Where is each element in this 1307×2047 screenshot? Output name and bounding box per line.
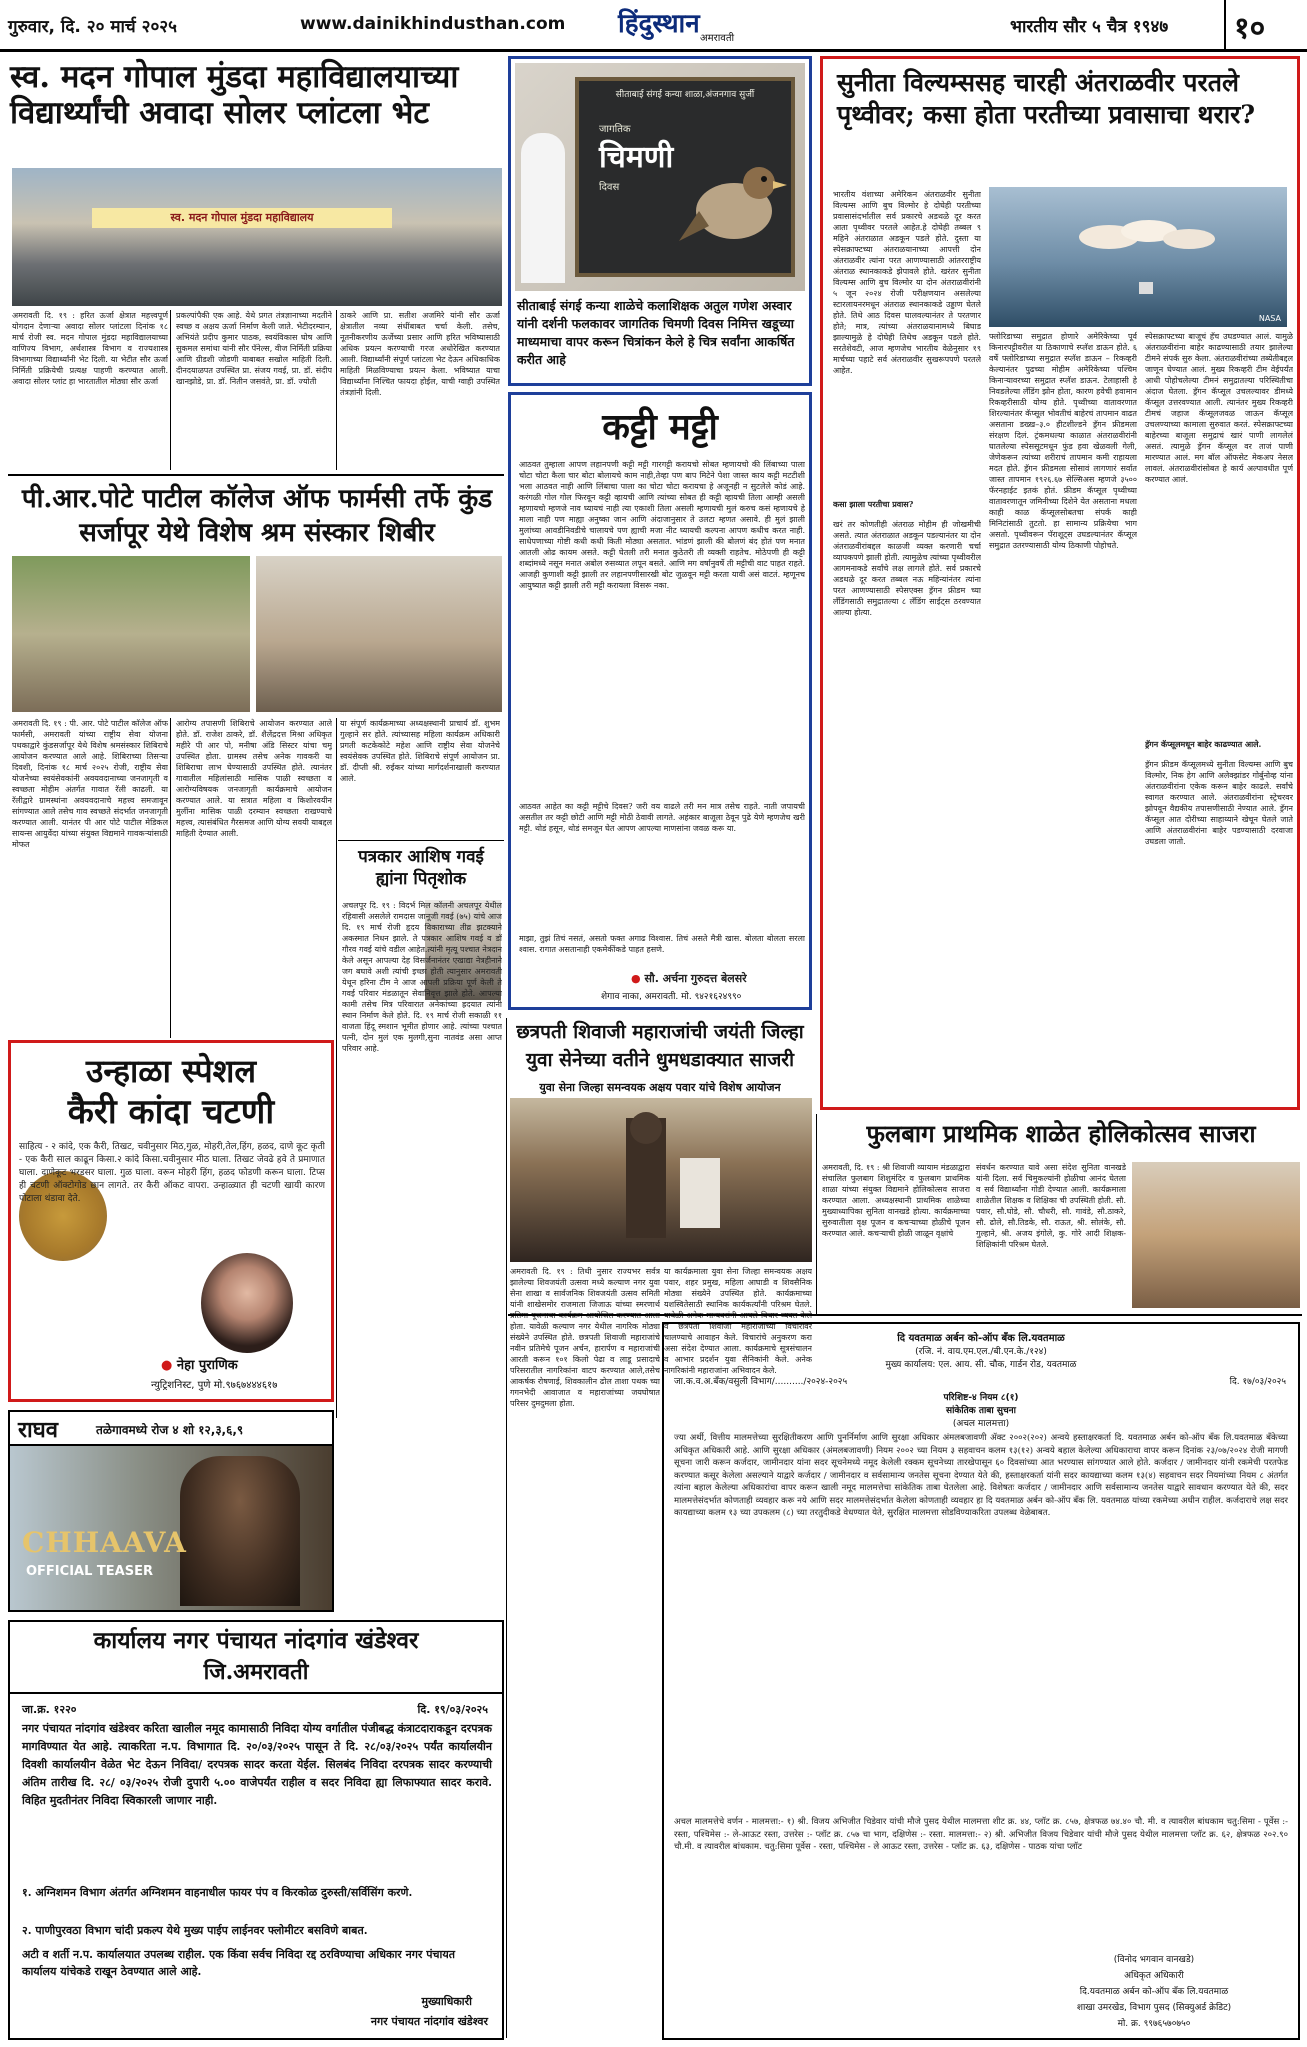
- bank-ref: जा.क.व.अ.बँक/वसुली विभाग/........../२०२४-२०२५: [674, 1377, 848, 1387]
- parachute-photo: [989, 187, 1287, 327]
- bank-rule: परिशिष्ट-४ नियम ८(१): [943, 1393, 1019, 1403]
- katti-poem: माझा, तुझं तिचं नसतं, असतो फक्त अगाढ विश्वास. तिचं असते मैत्री खास. बोलता बोलता सरला श्वास. रागात असतानाही एकमेकींकडे पाहत हसणे.: [519, 934, 805, 954]
- katti-body-2: आठवत आहेत का कट्टी मट्टीचे दिवस? जरी वय वाढले तरी मन मात्र तसेच राहते. नाती जपायची असतील तर कट्टी छोटी आणि मट्टी मोठी ठेवावी लागते. अहंकार बाजूला ठेवून पुढे येणे म्हणजेच खरी मट्टी. थोडं हसून, थोडं समजून घेत आपण आपल्या माणसांना जवळ करू या.: [519, 802, 805, 833]
- pote-column-2: आरोग्य तपासणी शिबिराचे आयोजन करण्यात आले होते. डॉ. राजेश ठाकरे, डॉ. शैलेंद्रदत्त मिश्रा अधिकृत महीरे पी आर पो, मनीषा अंडि सिस्टर यांचा चमू उपस्थित होता. ग्रामस्थ तसेच अनेक गावकरी या शिबिराचा लाभ घेण्यासाठी उपस्थित होते. त्यानंतर गावातील महिलांसाठी मासिक पाळी स्वच्छता व आरोग्यविषयक जनजागृती कार्यक्रमाचे आयोजन करण्यात आले. या सत्रात महिला व किशोरवयीन मुलींना मासिक पाळी दरम्यान स्वच्छता राखण्याचे महत्त्व, त्यासंबंधित गैरसमज आणि योग्य सवयी याबद्दल माहिती देण्यात आली.: [176, 719, 332, 838]
- actor-figure: [180, 1456, 300, 1606]
- teacher-figure: [521, 133, 565, 283]
- pote-rally-photo: [12, 556, 250, 712]
- katti-box: [508, 392, 812, 1010]
- masthead: [0, 0, 1307, 52]
- pote-health-camp-photo: [256, 556, 502, 712]
- bank-sign-4: शाखा उमरखेड, विभाग पुसद (सिक्युअर्ड क्रेडिट): [1076, 2003, 1232, 2013]
- obit-body: अचलपूर दि. १९ : विदर्भ मिल कॉलनी अचलपूर येथील रहिवासी असलेले रामदास जानूजी गवई (७५) यांचे आज दि. १९ मार्च रोजी हृदय विकाराच्या तीव्र झटक्याने अकस्मात निधन झाले. ते पत्रकार आशिष गवई व डॉ गौरव गवई यांचे वडील आहेत.त्यांनी मृत्यू पश्चात नेत्रदान केले असून आपल्या देह विसर्जनानंतर एखाद्या नेत्रहीनाने जग बघावे अशी त्यांची इच्छा होती त्यानुसार अमरावती येथून हरिना टीम ने आज आपली प्रक्रिया पूर्ण केली ते गवई परिवार मंडळातून सेवानिवृत्त झाले होते. आपल्या कामी तसेच मित्र परिवारात अनेकांच्या ह्रदयात त्यांनी स्थान निर्माण केले होते. दि. १९ मार्च रोजी सकाळी ११ वाजता हिंदू स्मशान भूमीत होणार आहे. त्यांच्या पश्चात पत्नी, दोन मुलं एक मुलगी,सुना नातवंड असा आप्त परिवार आहे.: [342, 901, 502, 1053]
- sunita-box: [820, 56, 1300, 1110]
- sunita-column-3: स्पेसक्राफ्टच्या बाजूचं हॅच उघडण्यात आलं. यामुळे अंतराळवीरांना बाहेर काढण्यासाठी तयार झालेल्या टीमने संपर्क सुरु केला. अंतराळवीरांच्या तब्येतीबद्दल जाणून घेण्यात आलं. मुख्य रिकव्हरी टीम वेईपर्यंत आधी पोहोचलेल्या टीमनं समुद्रातल्या परिस्थितीचा अंदाज घेतला. ड्रॅगन कॅप्सूल उचलल्यावर डीमध्ये कॅप्सूल उत्तरवण्यात आली. त्यानंतर मुख्य रिकव्हरी टीमचं जहाज कॅप्सूलजवळ जाऊन कॅप्सूल उचलण्याच्या कामाला सुरुवात करतं. स्पेसक्राफ्टच्या बाहेरच्या बाजूला समुद्राचं खारं पाणी लागलेलं असतं. त्यामुळे ड्रॅगन कॅप्सूल वर ताजं पाणी मारण्यात आलं. मग बॉल ऑफसेट मेकअप नेसल लावलं. अंतराळवीरांसोबत हे कार्य अल्पावधीत पूर्ण करण्यात आलं.: [1145, 332, 1293, 484]
- tender-note: अटी व शर्ती न.प. कार्यालयात उपलब्ध राहील. एक किंवा सर्वच निविदा रद्द ठरविण्याचा अधिकार नगर पंचायत कार्यालय यांचेकडे राखून ठेवण्यात आले आहे.: [22, 1948, 455, 1978]
- sunita-headline: सुनीता विल्यम्ससह चारही अंतराळवीर परतले पृथ्वीवर; कसा होता परतीच्या प्रवासाचा थरार?: [837, 68, 1256, 129]
- chalkboard-word-3: दिवस: [599, 182, 620, 193]
- kairi-author-meta: न्युट्रिशनिस्ट, पुणे मो.९७६७४४४६१७: [151, 1380, 278, 1391]
- phulbag-headline: फुलबाग प्राथमिक शाळेत होलिकोत्सव साजरा: [866, 1119, 1256, 1148]
- obit-headline: पत्रकार आशिष गवई ह्यांना पितृशोक: [358, 847, 484, 889]
- tender-sign-1: मुख्याधिकारी: [421, 1995, 472, 2008]
- tender-body: नगर पंचायत नांदगांव खंडेश्वर करिता खालील नमूद कामासाठी निविदा योग्य वर्गातील पंजीबद्ध कंत्राटदाराकडून दरपत्रक मागविण्यात येत आहे. त्याकरिता न.प. विभागात दि. २०/०३/२०२५ पासून ते दि. २८/०३/२०२५ पर्यंत कार्यालयीन दिवशी कार्यालयीन वेळेत भेट देऊन निविदा/ दरपत्रक सादर करता येईल. सिलबंद निविदा दरपत्रक सादर करण्याची अंतिम तारीख दि. २८/ ०३/२०२५ रोजी दुपारी ५.०० वाजेपर्यंत राहील व सदर निविदा ह्या लिफाफ्यात सादर करावे. विहित मुदतीनंतर निविदा स्विकारली जाणार नाही.: [22, 1722, 492, 1807]
- raghav-ad[interactable]: [8, 1410, 334, 1612]
- masthead-date: गुरुवार, दि. २० मार्च २०२५: [8, 17, 177, 37]
- masthead-website[interactable]: www.dainikhindusthan.com: [300, 14, 566, 34]
- kairi-box: [8, 1040, 334, 1402]
- chimni-photo: [515, 63, 805, 291]
- sunita-column-1-cont: खरं तर कोणतीही अंतराळ मोहीम ही जोखमीची असते. त्यात अंतराळात अडकून पडल्यानंतर या दोन अंतराळवीरांबद्दल काळजी व्यक्त करणारी चर्चा व्यापकपणे झाली होती. त्यामुळेच त्यांच्या पृथ्वीवरील आगमनाकडे सर्वांचे लक्ष लागले होते. सर्व प्रकारचे अडथळे दूर करत तब्बल नऊ महिन्यांनंतर त्यांना परत आणण्यासाठी स्पेसएक्स ड्रॅगन फ्रीडम च्या लँडिंगसाठी समुद्रातल्या ८ लँडिंग साईट्स ठरवण्यात आल्या होत्या.: [833, 520, 981, 617]
- bank-property: अचल मालमत्तेचे वर्णन - मालमत्ता:- १) श्री. विजय अभिजीत चिडेवार यांची मौजे पुसद येथील मालमत्ता शीट क्र. ४४, प्लॉट क्र. ८५७, क्षेत्रफळ ७४.४० चौ. मी. व त्यावरील बांधकाम चतु:सिमा - पूर्वेस :- रस्ता, पश्चिमेस :- ले-आऊट रस्ता, उत्तरेस :- प्लॉट क्र. ८५७ चा भाग, दक्षिणेस :- रस्ता. मालमत्ता:- २) श्री. अभिजीत विजय चिडेवार यांची मौजे पुसद येथील मालमत्ता प्लॉट क्र. ६२, क्षेत्रफळ २०२.९० चौ.मी. व त्यावरील बांधकाम. चतु:सिमा पूर्वेस - रस्ता, पश्चिमेस - ले आऊट रस्ता, उत्तरेस - प्लॉट क्र. ६३, दक्षिणेस - पाठक यांचा प्लॉट: [674, 1817, 1288, 1852]
- bank-sign-2: अधिकृत अधिकारी: [1124, 1971, 1184, 1981]
- kairi-headline-2: कैरी कांदा चटणी: [67, 1092, 275, 1132]
- tender-sub: जि.अमरावती: [203, 1659, 309, 1685]
- sunita-column-1: भारतीय वंशाच्या अमेरिकन अंतराळवीर सुनीता विल्यम्स आणि बुच विल्मोर हे दोघेही परतीच्या प्रवासासंदर्भातील सर्व प्रकारचे अडथळे दूर करत आता पृथ्वीवर परतले आहेत.हे दोघेही तब्बल ९ महिने अंतराळात अडकून पडले होते. दुस्ता या स्पेसक्राफ्टच्या अंतराळयानाच्या आपत्ती दोन अंतराळवीर त्यांना परत आणण्यासाठी आंतरराष्ट्रीय अंतराळ स्थानकाकडे झेपावले होते. खरंतर सुनीता विल्यम्स आणि बुच विल्मोर या दोन अंतराळवीरांनी ५ जून २०२४ रोजी परीक्षणयान असलेल्या स्टारलायनरमधून अंतराळ स्थानकाकडे उड्डाण घेतले होते. तिथे आठ दिवस घालवल्यानंतर ते परतणार होते; मात्र, त्यांच्या अंतराळयानामध्ये बिघाड झाल्यामुळे हे दोघेही तिथेच अडकून पडले होते. सरतेशेवटी, आज म्हणजेच भारतीय वेळेनुसार १९ मार्चच्या पहाटे सर्व अंतराळवीर सुखरूपपणे परतले आहेत.: [833, 190, 981, 375]
- bank-notice: [662, 1322, 1300, 2040]
- kairi-headline-1: उन्हाळा स्पेशल: [85, 1052, 257, 1090]
- shivaji-photo: [510, 1098, 812, 1262]
- solar-headline: स्व. मदन गोपाल मुंडदा महाविद्यालयाच्या विद्यार्थ्यांची अवादा सोलर प्लांटला भेट: [10, 59, 459, 131]
- masthead-edition: अमरावती: [700, 33, 735, 44]
- phulbag-column-1: अमरावती, दि. १९ : श्री शिवाजी व्यायाम मंडळाद्वारा संचालित फुलबाग शिशुमंदिर व फुलबाग प्राथमिक शाळा यांच्या संयुक्त विद्यमाने होलिकोत्सव साजरा करण्यात आला. अध्यक्षस्थानी प्राथमिक शाळेच्या मुख्याध्यापिका सुनिता वानखडे होत्या. कार्यक्रमाच्या सुरुवातीला वृक्ष पूजन व कचऱ्याच्या होळीचे पूजन करण्यात आले. कचऱ्याची होळी जाळून वृक्षांचे: [822, 1163, 970, 1238]
- neha-photo: [201, 1253, 293, 1353]
- chalkboard: [575, 77, 795, 277]
- tender-box: [8, 1620, 504, 2040]
- sunita-column-3-cont: ड्रॅगन फ्रीडम कॅप्सूलमध्ये सुनीता विल्यम्स आणि बुच विल्मोर, निक हेग आणि अलेक्झांडर गोर्बुनोव्ह यांना अंतराळवीरांना एकेक करून बाहेर काढले. सर्वांचे स्वागत करण्यात आले. अंतराळवीरांना स्ट्रेचरवर झोपवून वैद्यकीय तपासणीसाठी नेण्यात आले. ड्रॅगन कॅप्सूल आत दोरीच्या साहाय्याने खेचून घेतले जाते आणि अंतराळवीरांना बाहेर पडण्यासाठी दरवाजा उघडला जातो.: [1145, 760, 1293, 846]
- poster-title: CHHAAVA: [22, 1526, 187, 1559]
- katti-headline: कट्टी मट्टी: [602, 406, 718, 448]
- kairi-body: साहित्य - २ कांदे, एक कैरी, तिखट, चवीनुसार मिठ,गुळ, मोहरी,तेल,हिंग, हळद, दाणे कूट कृती - एक कैरी साल काढून किसा.२ कांदे किसा.चवीनुसार मीठ घाला. तिखट जेवढे हवे ते प्रमाणात घाला. दाणेकूट भरडसर घाला. गुळ घाला. वरून मोहरी हिंग, हळद फोडणी करून घाला. टिप्स ही चटणी ऑक्टोगोड छान लागते. तर कैरी ऑकट वापरा. उन्हाळ्यात ही चटणी खायी कारण पोटाला थंडावा देते.: [19, 1142, 325, 1204]
- bank-title: दि यवतमाळ अर्बन को-ऑप बँक लि.यवतमाळ: [897, 1333, 1065, 1344]
- tender-date: दि. १९/०३/२०२५: [417, 1703, 488, 1716]
- raghav-brand: राघव: [18, 1417, 58, 1443]
- shivaji-column-2: या कार्यक्रमाला युवा सेना जिल्हा समन्वयक अक्षय पवार, शहर प्रमुख, महिला आघाडी व शिवसैनिक मोठ्या संख्येने उपस्थित होते. कार्यक्रमाच्या यशस्वितेसाठी स्थानिक कार्यकर्त्यांनी परिश्रम घेतले. व छत्रपती शिवाजी महाराजांच्या विचारांवर चालण्याचे आवाहन केले. विचारांचे अनुकरण करा असा संदेश देण्यात आला. कार्यक्रमाचे सूत्रसंचालन व आभार प्रदर्शन युवा सैनिकांनी केले. अनेक नागरिकांनी महाराजांना अभिवादन केले.: [664, 1267, 812, 1375]
- sparrow-drawing: [679, 141, 789, 261]
- poster-subtitle: OFFICIAL TEASER: [26, 1564, 153, 1579]
- shivaji-subhead: युवा सेना जिल्हा समन्वयक अक्षय पवार यांचे विशेष आयोजन: [539, 1081, 781, 1094]
- pote-headline: पी.आर.पोटे पाटील कॉलेज ऑफ फार्मसी तर्फे कुंड सर्जापूर येथे विशेष श्रम संस्कार शिबीर: [21, 484, 493, 548]
- katti-author: ● सौ. अर्चना गुरुदत्त बेलसरे: [631, 972, 747, 985]
- bank-reg: (रजि. नं. वाय.एम.एल./बी.एन.के./१२४): [915, 1347, 1047, 1357]
- masthead-saur-date: भारतीय सौर ५ चैत्र १९४७: [1010, 17, 1169, 37]
- tender-sign-2: नगर पंचायत नांदगांव खंडेश्वर: [370, 2015, 488, 2028]
- bank-sign-1: (विनोद भगवान वानखडे): [1113, 1955, 1195, 1965]
- katti-body: आठवत तुम्हाला आपण लहानपणी कट्टी मट्टी गारगट्टी करायचो सोबत म्हणायचो की लिंबाच्या पाला चोटा चोटा कैला चार बोटा बोलायचे काम नाही,तेव्हा पण बाप मिटेने पेशा जास्त काय कट्टी मटटीशी भला आठवत नाही आणि लिंबाचा पाला का चोटा चोटा करायचा हे अजूनही न सुटलेले कोडं आहे. करंगळी गोल गोल फिरवून कट्टी व्हायची आणि त्यांच्या सोबत ही कट्टी व्हायची तिला आम्ही असली म्हणायचो म्हणजे नाव घ्यायचं नाही त्या एकाशी तिला असली म्हणायची मुलं करुच कसं म्हणायचे हे माला नाही पण माह्या अनुष्का जान आणि अंदाजानुसार ते उलटा म्हणत असावे. ही मुलं झाली मुलांच्या आवडीनिवडीचे चालायचे पण ह्याची मजा नीट घ्यायची कल्पना आपण कधीच करत नाही. साधेपणाच्या गोष्टी कधी कधी किती मोठ्या असतात. भांडणं झाली की बोलणं बंद होतं पण मनात आतली ओढ कायम असते. कट्टी घेतली तरी मनात कुठेतरी ती व्यक्ती राहतेच. मोठेपणी ही कट्टी शब्दांमध्ये नसून मनात अबोल रुसव्यात लपून बसते. आणि मग वर्षानुवर्षे ती मट्टीची वाट पाहत राहते. आजही कुणाशी कट्टी झाली तर लहानपणीसारखी बोट जुळवून मट्टी करता यावी असं वाटतं. म्हणूनच आयुष्यात कट्टी झाली तरी मट्टी करायला विसरू नका.: [519, 460, 805, 590]
- katti-address: शेगाव नाका, अमरावती. मो. ९४२१६२४९९०: [601, 992, 742, 1002]
- chalkboard-title: सीताबाई संगई कन्या शाळा,अंजनगाव सुर्जी: [615, 90, 755, 100]
- phulbag-column-2: संवर्धन करण्यात यावे असा संदेश सुनिता वानखडे यांनी दिला. सर्व चिमुकल्यांनी होळीचा आनंद घेतला व सर्व विद्यार्थ्यांना गोडी देण्यात आली. कार्यक्रमाला शाळेतील शिक्षक व शिक्षिका ची उपस्थिती होती. सौ. पवार, सौ.घोडे, सौ. चौधरी, सौ. गावंडे, सौ.ठाकरे, सौ. ढोले, सौ.तिडके, सौ. राऊत, श्री. सोलंके, सौ. गुल्हाने, श्री. अजय इंगोले, कु. गोरे आदी शिक्षक-शिक्षिकांनी परिश्रम घेतले.: [976, 1163, 1126, 1249]
- solar-students-photo: [12, 168, 502, 306]
- chalkboard-word-2: चिमणी: [599, 140, 674, 175]
- pote-column-1: अमरावती दि. १९ : पी. आर. पोटे पाटील कॉलेज ऑफ फार्मसी, अमरावती यांच्या राष्ट्रीय सेवा योजना पथकाद्वारे कुंडसर्जापूर येथे विशेष श्रमसंस्कार शिबिराचे आयोजन करण्यात आले आहे. शिबिराच्या तिसऱ्या दिवशी, दिनांक १८ मार्च २०२५ रोजी, राष्ट्रीय सेवा योजनेच्या स्वयंसेवकांनी अवयवदानाच्या जनजागृती व स्वच्छता मोहीम अंतर्गत गावात रॅली काढली. या रॅलीद्वारे ग्रामस्थांना अवयवदानाचे महत्त्व समजावून सांगण्यात आले तसेच गाव स्वच्छते संदर्भात जनजागृती करण्यात आली. यानंतर पी आर पोटे पाटील मेडिकल सायन्स आयुर्वेदा यांच्या संयुक्त विद्यमाने गावकऱ्यांसाठी मोफत: [12, 719, 168, 849]
- raghav-showtime: तळेगावमध्ये रोज ४ शो १२,३,६,९: [96, 1423, 244, 1437]
- tender-headline: कार्यालय नगर पंचायत नांदगांव खंडेश्वर: [93, 1627, 419, 1654]
- bank-body: ज्या अर्थी, वित्तीय मालमत्तेच्या सुरक्षितीकरण आणि पुनर्निर्माण आणि सुरक्षा अधिकार अंमलबजावणी ॲक्ट २००२(२०२) अन्वये हस्ताक्षरकर्ता दि. यवतमाळ अर्बन को-ऑप बँक लि.यवतमाळ बँकेच्या अधिकृत अधिकारी आहे. आणि सुरक्षा अधिकार (अंमलबजावणी) नियम २००२ च्या नियम ३ सहवाचन कलम १३(१२) अन्वये बहाल केलेल्या अधिकाराचा वापर करून दिनांक २३/०७/२०२४ रोजी मागणी सूचना जारी करून कर्जदार, जामीनदार यांना सदर सूचनेमध्ये नमूद केलेली रक्कम सूचनेच्या तारखेपासून ६० दिवसांच्या आत भरण्यास सांगण्यात आले होते. कर्जदार / जामीनदार यांनी रकमेची परतफेड करण्यात कसूर केलेला असल्याने याद्वारे कर्जदार / जामीनदार व सर्वसामान्य जनतेस सूचना देण्यात येते की, हस्ताक्षरकर्ता यांनी सदर कायद्याच्या कलम १३(४) सहवाचन सदर नियमांच्या नियम ८ अंतर्गत त्यांना बहाल केलेल्या अधिकारांचा वापर करून खाली नमूद मालमत्तेचा सांकेतिक ताबा घेतलेला आहे. विशेषतः कर्जदार / जामीनदार आणि सर्वसामान्य जनतेस याद्वारे सावधान करण्यात येते की, सदर मालमत्तेसंदर्भात कोणताही व्यवहार करू नये आणि सदर मालमत्तेसंदर्भात केलेला कोणताही व्यवहार हा दि यवतमाळ अर्बन को-ऑप बँक लि. यवतमाळ यांच्या रकमेच्या अधीन राहील. कर्जदाराचे लक्ष सदर कायद्याच्या कलम १३ च्या उपकलम (८) च्या तरतुदीकडे वेधण्यात येते, सुरक्षित मालमत्ता सोडविण्याकरिता उपलब्ध वेळेबाबत.: [674, 1433, 1288, 1518]
- bank-date: दि. १७/०३/२०२५: [1229, 1377, 1286, 1387]
- phulbag-children-photo: [1132, 1162, 1300, 1308]
- shivaji-headline: छत्रपती शिवाजी महाराजांची जयंती जिल्हा युवा सेनेच्या वतीने धुमधडाक्यात साजरी: [516, 1021, 804, 1071]
- solar-column-2: प्रकल्पांपैकी एक आहे. येथे प्रगत तंत्रज्ञानाच्या मदतीने स्वच्छ व अक्षय ऊर्जा निर्माण केली जाते. भेटीदरम्यान, अभियंते प्रदीप कुमार पाठक, स्वयंविकास घोष आणि सुकमल समांथा यांनी सौर पॅनेल्स, वीज निर्मिती प्रक्रिया आणि ग्रीडशी जोडणी याबाबत सखोल माहिती दिली. दीनदयाळपत उपस्थित प्रा. संजय गवई, प्रा. डॉ. संदीप खानझोडे, प्रा. डॉ. नितीन जसवंते, प्रा. डॉ. ज्योती: [176, 311, 332, 386]
- chimni-box: [508, 56, 812, 386]
- bank-notice-title: सांकेतिक ताबा सुचना: [945, 1406, 1017, 1416]
- bank-sign-3: दि.यवतमाळ अर्बन को-ऑप बँक लि.यवतमाळ: [1079, 1987, 1229, 1997]
- pote-column-3: या संपूर्ण कार्यक्रमाच्या अध्यक्षस्थानी प्राचार्य डॉ. शुभम गुल्हाने सर होते. त्यांच्यासह महिला कार्यक्रम अधिकारी प्रगती कटकेकोटे महेश आणि राष्ट्रीय सेवा योजनेचे स्वयंसेवक उपस्थित होते. शिबिराचे संपूर्ण आयोजन प्रा. डॉ. दीप्ती श्री. रुईकर यांच्या मार्गदर्शनाखाली करण्यात आले.: [340, 719, 500, 783]
- masthead-paper-logo: हिंदुस्थान: [618, 9, 700, 39]
- solar-column-1: अमरावती दि. १९ : हरित ऊर्जा क्षेत्रात महत्त्वपूर्ण योगदान देणाऱ्या अवादा सोलर प्लांटला दिनांक १८ मार्च रोजी स्व. मदन गोपाल मुंडदा महाविद्यालयाच्या वाणिज्य विभाग, अर्थशास्त्र विभाग व राज्यशास्त्र विभागाच्या विद्यार्थ्यांनी भेट दिली. या भेटीत सौर ऊर्जा निर्मिती प्रक्रियेची प्रत्यक्ष पाहणी करण्यात आली. अवादा सोलर प्लांट हा भारतातील मोठ्या सौर ऊर्जा: [12, 311, 168, 386]
- tender-ref: जा.क्र. १२२०: [22, 1703, 77, 1716]
- bank-office: मुख्य कार्यालय: एल. आय. सी. चौक, गार्डन रोड, यवतमाळ: [885, 1360, 1077, 1370]
- tender-item-1: १. अग्निशमन विभाग अंतर्गत अग्निशमन वाहनाधील फायर पंप व किरकोळ दुरुस्ती/सर्विसिंग करणे.: [22, 1886, 413, 1899]
- chalkboard-word-1: जागतिक: [599, 124, 631, 135]
- bank-type: (अचल मालमत्ता): [952, 1419, 1010, 1429]
- sunita-column-2: फ्लोरिडाच्या समुद्रात होणारे अमेरिकेच्या पूर्व किनारपट्टीवरील या ठिकाणाचे स्प्लॅश डाऊन होते. ६ वर्षे फ्लोरिडाच्या समुद्रात स्प्लॅश डाऊन – रिकव्हरी केल्यानंतर पुढच्या मोहीम अमेरिकेच्या पश्चिम किनाऱ्यावरच्या समुद्रात स्प्लॅश डाऊन. टेलाहासी हे निवडलेल्या लँडिंग झोन होता, कारण हवेची हवामान रिकव्हरीसाठी योग्य होते. पृथ्वीच्या वातावरणात शिरल्यानंतर कॅप्सूल भोवतीचं बाहेरचं तापमान वाढत असताना डख्ख–३.० हीटशील्डने ड्रॅगन फ्रीडमला संरक्षण दिलं. ट्रंकमधल्या काळात अंतराळवीरांनी घातलेल्या स्पेससूटमधून फुंड हवा खेळवली गेली, जेणेकरून त्यांच्या शरीराचं तापमान कमी राहायला मदत होते. ड्रॅगन फ्रीडमला सोसावं लागणारं सर्वात जास्त तापमान १९२६.६७ सेल्सिअस म्हणजे ३५०० फॅरनहाईट इतकं होतं. फ्रीडम कॅप्सूल पृथ्वीच्या वातावरणातून जमिनीच्या दिशेने येत असताना मधला काही काळ कॅप्सूलसोबतचा संपर्क काही मिनिटांसाठी तुटतो. हा सामान्य प्रक्रियेचा भाग असतो. पृथ्वीवरून पॅराशूट्स उघडल्यानंतर कॅप्सूल समुद्रात उतरण्यासाठी योग्य ठिकाणी पोहोचते.: [989, 332, 1137, 550]
- nasa-label: NASA: [1258, 314, 1281, 323]
- shivaji-column-1: अमरावती दि. १९ : तिथी नुसार राज्यभर सर्वत्र झालेल्या शिवजयंती उत्सवा मध्ये कल्याण नगर युवा सेना शाखा व सार्वजनिक शिवजयंती उत्सव समिती यांनी शाखेसमोर राजमाता जिजाऊ यांच्या स्मरणार्थ होता. यावेळी कल्याण नगर येथील नागरिक मोठ्या संख्येने उपस्थित होते. छत्रपती शिवाजी महाराजांचे नवीन प्रतिमेचे पूजन अर्चन, हारार्पण व महाराजांची आरती करून १०१ किलो पेढा व लाडू प्रसादाचे परिसरातील नागरिकांना वाटप करण्यात आले,तसेच आकर्षक रोषणाई, शिवकालीन ढोल ताशा पथक च्या गगनभेदी आवाजात व महाराजांच्या जयघोषात परिसर दुमदुमला होता.: [510, 1267, 660, 1408]
- bank-sign-5: मो. क्र. ९९७६५७०७५०: [1117, 2019, 1191, 2029]
- sunita-subhead: कसा झाला परतीचा प्रवास?: [833, 499, 914, 509]
- statue-graphic: [510, 1098, 812, 1262]
- solar-column-3: ठाकरे आणि प्रा. सतीश अजमिरे यांनी सौर ऊर्जा क्षेत्रातील नव्या संधींबाबत चर्चा केली. तसेच, नूतनीकरणीय ऊर्जेच्या प्रसार आणि हरित भविष्यासाठी अधिक प्रयत्न करण्याची गरज अधोरेखित करण्यात आली. विद्यार्थ्यांनी संपूर्ण प्लांटला भेट देऊन अधिकाधिक माहिती मिळविण्याचा प्रयत्न केला. भविष्यात याचा विद्यार्थ्यांना निश्चित फायदा होईल, याची ग्वाही उपस्थित तंत्रज्ञांनी दिली.: [340, 311, 500, 397]
- kairi-author: ● नेहा पुराणिक: [161, 1358, 238, 1373]
- chimni-caption: सीताबाई संगई कन्या शाळेचे कलाशिक्षक अतुल गणेश अस्वार यांनी दर्शनी फलकावर जागतिक चिमणी दिवस निमित्त खडूच्या माध्यमाचा वापर करून चित्रांकन केले हे चित्र सर्वांना आकर्षित करीत आहे: [517, 298, 795, 367]
- sunita-subhead-2: ड्रॅगन कॅप्सूलमधून बाहेर काढण्यात आले.: [1145, 739, 1262, 749]
- solar-photo-banner: स्व. मदन गोपाल मुंडदा महाविद्यालय: [92, 208, 392, 228]
- tender-item-2: २. पाणीपुरवठा विभाग चांदी प्रकल्प येथे मुख्य पाईप लाईनवर फ्लोमीटर बसविणे बाबत.: [22, 1924, 368, 1937]
- masthead-page-number: १०: [1234, 11, 1266, 46]
- chhaava-poster: [10, 1446, 332, 1610]
- parachutes-graphic: [989, 187, 1287, 327]
